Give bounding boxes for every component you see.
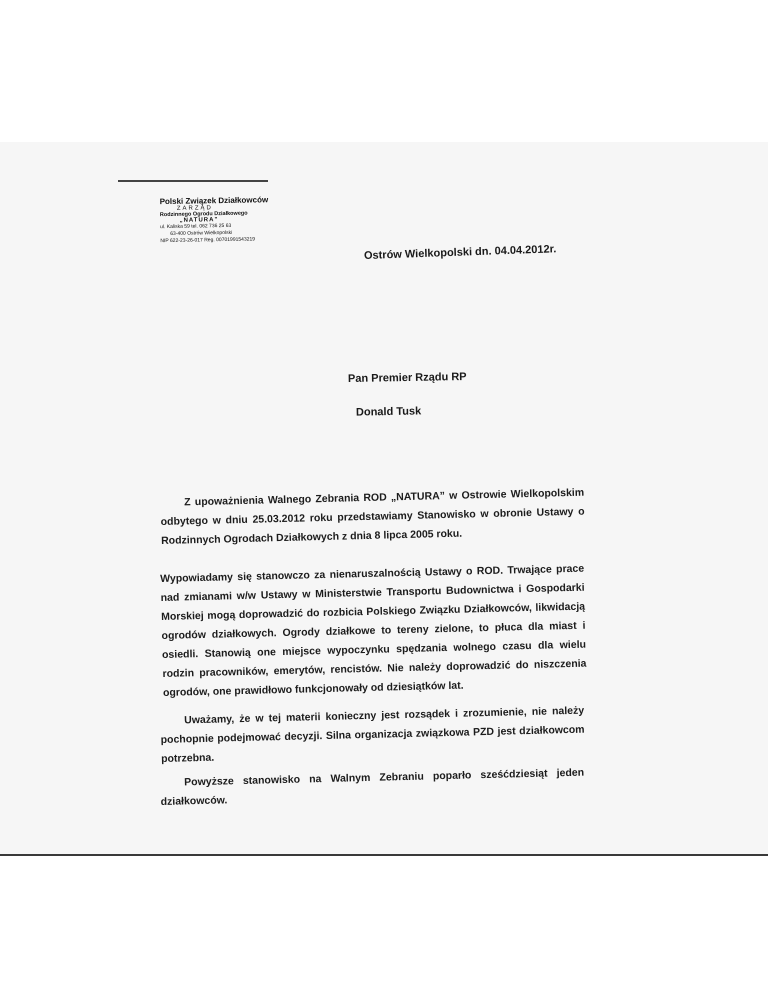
- stamp-line-4: „NATURA”: [179, 217, 219, 224]
- paragraph-text: Wypowiadamy się stanowczo za nienaruszalnością Ustawy o ROD. Trwające prace nad zmianami w/w Ustawy w Ministerstwie Transportu Budownictwa i Gospodarki Morskiej mogą doprowadzić do rozbicia Polskiego Związku Działkowców, likwidacją ogrodów działkowych. Ogrody działkowe to tereny zielone, to płuca dla miast i osiedli. Stanowią one miejsce wypoczynku spędzania wolnego czasu dla wielu rodzin pracowników, emerytów, rencistów. Nie należy doprowadzić do niszczenia ogrodów, one prawidłowo funkcjonowały od dziesiątków lat.: [160, 562, 587, 699]
- header-rule: [118, 180, 268, 182]
- body-paragraph-2: [160, 560, 587, 703]
- body-paragraph-3: [160, 702, 585, 769]
- body-paragraph-1: [160, 484, 585, 551]
- stamp-line-7: NIP 622-23-26-017 Reg. 00701991543219: [160, 236, 256, 245]
- letterhead-stamp: [160, 195, 291, 245]
- addressee-name: Donald Tusk: [355, 405, 422, 419]
- paragraph-text: Uważamy, że w tej materii konieczny jest rozsądek i zrozumienie, nie należy pochopnie podejmować decyzji. Silna organizacja związkowa PZD jest działkowcom potrzebna.: [160, 704, 585, 765]
- paragraph-text: Powyższe stanowisko na Walnym Zebraniu poparło sześćdziesiąt jeden działkowców.: [160, 766, 585, 808]
- stamp-line-2: ZARZĄD: [176, 205, 213, 212]
- stamp-line-3: Rodzinnego Ogrodu Działkowego: [159, 210, 248, 219]
- stamp-line-5: ul. Kaliska 59 tel. 062 736 25 63: [160, 222, 232, 231]
- stamp-line-6: 63-400 Ostrów Wielkopolski: [170, 229, 233, 237]
- place-and-date: Ostrów Wielkopolski dn. 04.04.2012r.: [363, 243, 557, 262]
- addressee-title: Pan Premier Rządu RP: [347, 370, 467, 386]
- stamp-line-1: Polski Związek Działkowców: [159, 195, 269, 207]
- paragraph-text: Z upoważnienia Walnego Zebrania ROD „NATURA” w Ostrowie Wielkopolskim odbytego w dniu 25.03.2012 roku przedstawiamy Stanowisko w obronie Ustawy o Rodzinnych Ogrodach Działkowych z dnia 8 lipca 2005 roku.: [160, 486, 585, 547]
